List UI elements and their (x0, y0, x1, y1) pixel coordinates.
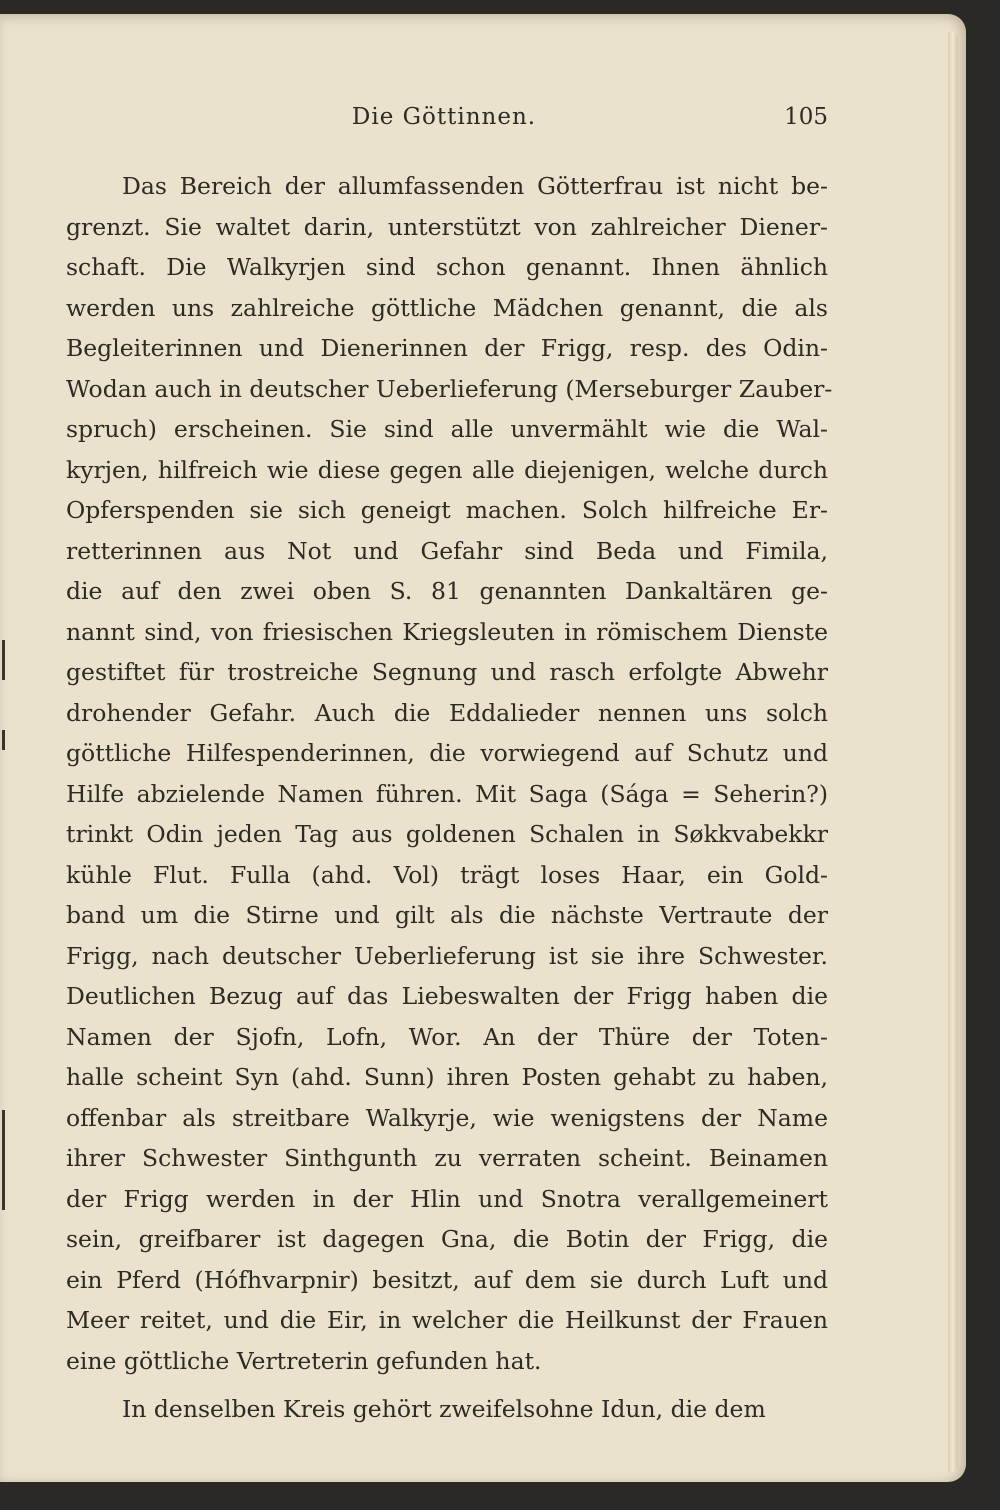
text-line: die auf den zwei oben S. 81 genannten Dankaltären ge- (66, 577, 828, 605)
text-line: Meer reitet, und die Eir, in welcher die Heilkunst der Frauen (66, 1306, 828, 1334)
text-line: Namen der Sjofn, Lofn, Wor. An der Thüre der Toten- (66, 1022, 828, 1051)
text-line: göttliche Hilfespenderinnen, die vorwiegend auf Schutz und (66, 739, 828, 767)
margin-mark (2, 730, 5, 750)
text-line: schaft. Die Walkyrjen sind schon genannt. Ihnen ähnlich (66, 253, 828, 281)
text-line: ein Pferd (Hófhvarpnir) besitzt, auf dem sie durch Luft und (66, 1265, 828, 1294)
page-header (60, 104, 828, 144)
text-line: Hilfe abzielende Namen führen. Mit Saga (Sága = Seherin?) (66, 779, 828, 808)
text-line: In denselben Kreis gehört zweifelsohne Idun, die dem (122, 1395, 766, 1423)
text-line: gestiftet für trostreiche Segnung und rasch erfolgte Abwehr (66, 658, 828, 686)
text-line: retterinnen aus Not und Gefahr sind Beda und Fimila, (66, 536, 828, 565)
text-line: Das Bereich der allumfassenden Götterfrau ist nicht be- (122, 172, 828, 200)
text-line: Begleiterinnen und Dienerinnen der Frigg, resp. des Odin- (66, 334, 828, 362)
text-line: halle scheint Syn (ahd. Sunn) ihren Posten gehabt zu haben, (66, 1063, 828, 1091)
body-text (66, 166, 833, 1430)
text-line: eine göttliche Vertreterin gefunden hat. (66, 1346, 542, 1375)
text-line: nannt sind, von friesischen Kriegsleuten in römischem Dienste (66, 617, 828, 646)
page-edge (948, 32, 958, 1472)
running-head: Die Göttinnen. (351, 104, 537, 130)
text-line: trinkt Odin jeden Tag aus goldenen Schalen in Søkkvabekkr (66, 820, 828, 848)
page-number: 105 (784, 104, 828, 130)
text-line: werden uns zahlreiche göttliche Mädchen genannt, die als (66, 293, 828, 322)
paragraph (66, 1389, 828, 1430)
text-line: drohender Gefahr. Auch die Eddalieder nennen uns solch (66, 698, 828, 727)
text-line: kühle Flut. Fulla (ahd. Vol) trägt loses Haar, ein Gold- (66, 860, 828, 889)
text-line: ihrer Schwester Sinthgunth zu verraten scheint. Beinamen (66, 1144, 828, 1172)
paragraph (66, 166, 833, 1381)
text-line: sein, greifbarer ist dagegen Gna, die Botin der Frigg, die (66, 1225, 828, 1253)
margin-mark (2, 640, 5, 680)
margin-mark (2, 1110, 5, 1210)
text-line: der Frigg werden in der Hlin und Snotra verallgemeinert (66, 1184, 828, 1213)
text-line: grenzt. Sie waltet darin, unterstützt von zahlreicher Diener- (66, 212, 828, 241)
text-line: Deutlichen Bezug auf das Liebeswalten der Frigg haben die (66, 982, 828, 1010)
text-line: offenbar als streitbare Walkyrje, wie wenigstens der Name (66, 1103, 828, 1132)
text-line: spruch) erscheinen. Sie sind alle unvermählt wie die Wal- (66, 415, 828, 443)
text-line: Opferspenden sie sich geneigt machen. Solch hilfreiche Er- (66, 496, 828, 524)
text-line: Frigg, nach deutscher Ueberlieferung ist sie ihre Schwester. (66, 941, 828, 970)
text-line: kyrjen, hilfreich wie diese gegen alle diejenigen, welche durch (66, 455, 828, 484)
text-line: Wodan auch in deutscher Ueberlieferung (Merseburger Zauber- (66, 374, 833, 403)
text-line: band um die Stirne und gilt als die nächste Vertraute der (66, 901, 828, 929)
